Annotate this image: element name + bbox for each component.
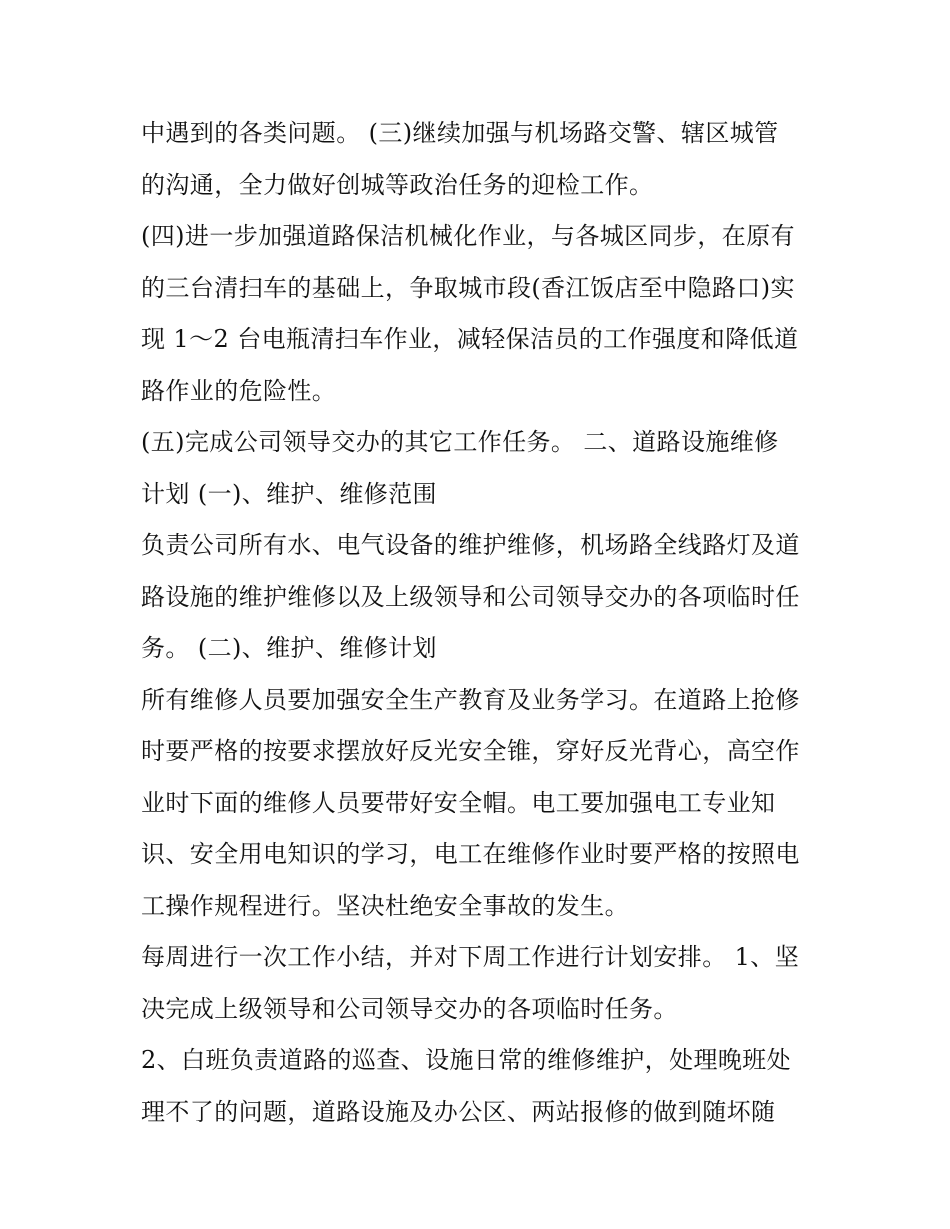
text-line: 每周进行一次工作小结，并对下周工作进行计划安排。 1、坚 xyxy=(141,943,800,971)
text-line: 工操作规程进行。坚决杜绝安全事故的发生。 xyxy=(141,891,629,920)
text-line: 务。 (二)、维护、维修计划 xyxy=(141,634,437,662)
text-line: 决完成上级领导和公司领导交办的各项临时任务。 xyxy=(141,994,678,1023)
text-line: 中遇到的各类问题。 (三)继续加强与机场路交警、辖区城管 xyxy=(141,119,779,147)
text-line: 路作业的危险性。 xyxy=(141,376,337,405)
document-body xyxy=(141,108,821,1138)
text-line: (四)进一步加强道路保洁机械化作业，与各城区同步，在原有 xyxy=(141,222,795,250)
text-line: 现 1～2 台电瓶清扫车作业，减轻保洁员的工作强度和降低道 xyxy=(141,325,799,353)
text-line: 负责公司所有水、电气设备的维护维修，机场路全线路灯及道 xyxy=(141,531,800,559)
text-line: 业时下面的维修人员要带好安全帽。电工要加强电工专业知 xyxy=(141,788,776,817)
text-line: 的三台清扫车的基础上，争取城市段(香江饭店至中隐路口)实 xyxy=(141,273,795,302)
text-line: 2、白班负责道路的巡查、设施日常的维修维护，处理晚班处 xyxy=(141,1046,792,1074)
text-line: 识、安全用电知识的学习，电工在维修作业时要严格的按照电 xyxy=(141,840,800,868)
text-line: 所有维修人员要加强安全生产教育及业务学习。在道路上抢修 xyxy=(141,685,800,714)
text-line: (五)完成公司领导交办的其它工作任务。 二、道路设施维修 xyxy=(141,428,779,456)
text-line: 理不了的问题，道路设施及办公区、两站报修的做到随坏随 xyxy=(141,1097,776,1126)
text-line: 时要严格的按要求摆放好反光安全锥，穿好反光背心，高空作 xyxy=(141,737,800,765)
text-line: 计划 (一)、维护、维修范围 xyxy=(141,479,437,508)
text-line: 路设施的维护维修以及上级领导和公司领导交办的各项临时任 xyxy=(141,582,800,611)
text-line: 的沟通，全力做好创城等政治任务的迎检工作。 xyxy=(141,170,654,199)
